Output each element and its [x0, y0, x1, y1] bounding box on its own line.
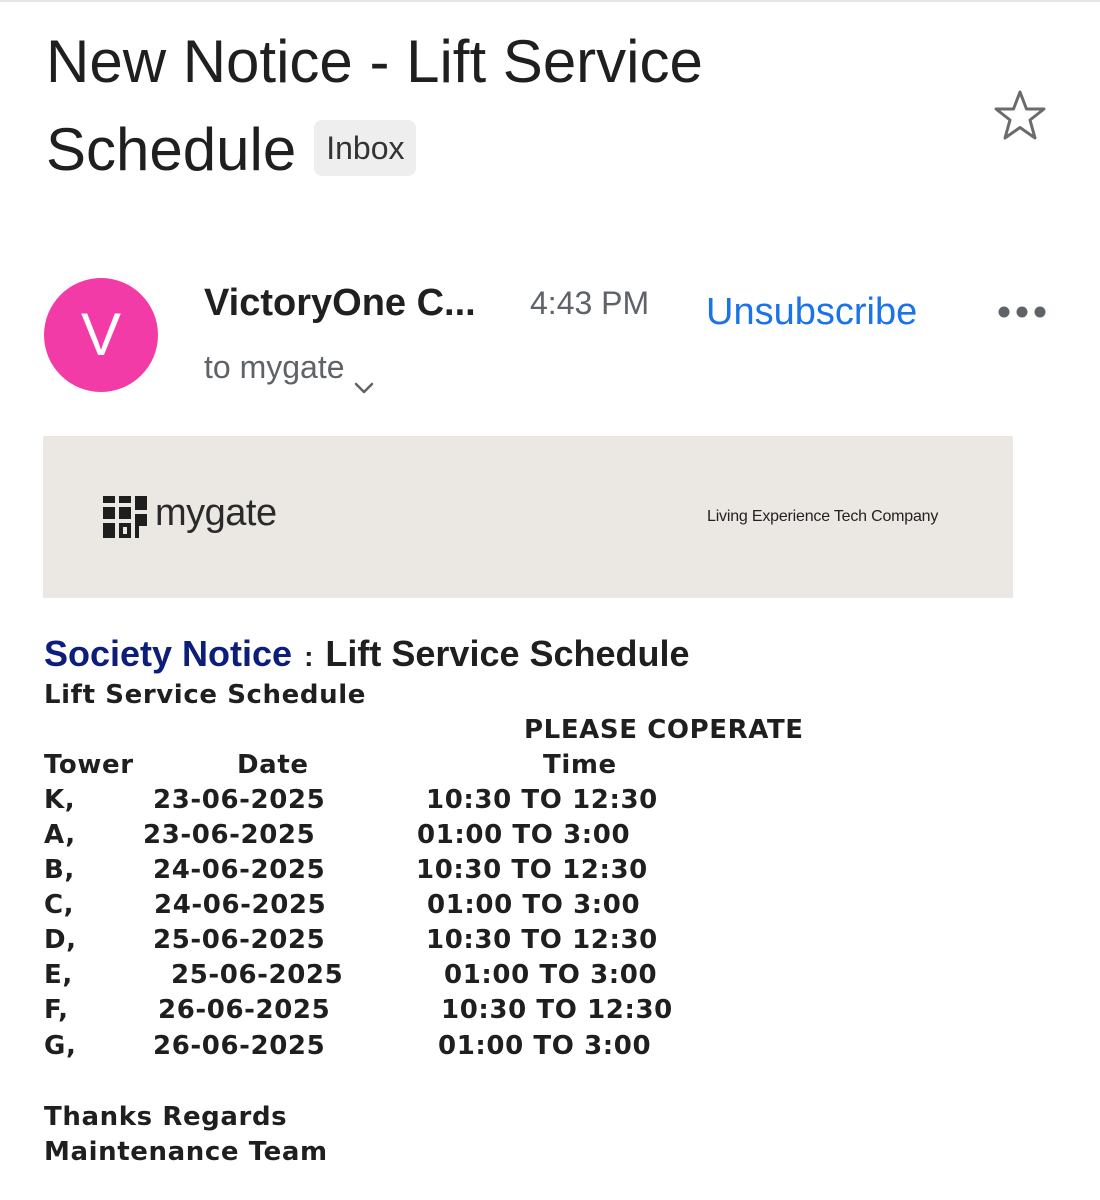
mygate-banner: [43, 436, 1013, 598]
mygate-logo-icon: [103, 496, 147, 538]
top-divider: [0, 0, 1100, 2]
row-date: 25-06-2025: [153, 925, 326, 955]
unsubscribe-link[interactable]: Unsubscribe: [706, 291, 918, 333]
star-icon[interactable]: [990, 88, 1050, 144]
row-time: 01:00 TO 3:00: [438, 1031, 652, 1061]
inbox-label-badge[interactable]: Inbox: [314, 120, 416, 176]
row-time: 10:30 TO 12:30: [426, 785, 658, 815]
row-tower: D,: [44, 925, 77, 955]
col-header-date: Date: [237, 750, 309, 780]
notice-subheading: Lift Service Schedule: [44, 680, 366, 710]
row-tower: G,: [44, 1031, 77, 1061]
row-tower: A,: [44, 820, 76, 850]
row-date: 25-06-2025: [171, 960, 344, 990]
sender-avatar[interactable]: [44, 278, 158, 392]
notice-heading: [44, 632, 690, 679]
row-tower: B,: [44, 855, 75, 885]
mygate-brand-text: mygate: [155, 492, 277, 534]
email-subject: [46, 18, 946, 194]
row-time: 01:00 TO 3:00: [444, 960, 658, 990]
row-time: 01:00 TO 3:00: [417, 820, 631, 850]
row-tower: K,: [44, 785, 76, 815]
banner-tagline: Living Experience Tech Company: [707, 508, 939, 525]
row-time: 01:00 TO 3:00: [427, 890, 641, 920]
row-date: 26-06-2025: [158, 995, 331, 1025]
signoff-line: Thanks Regards: [44, 1102, 288, 1132]
more-horizontal-icon[interactable]: [994, 300, 1050, 324]
cooperate-note: PLEASE COPERATE: [524, 715, 804, 745]
row-date: 26-06-2025: [153, 1031, 326, 1061]
chevron-down-icon: [353, 363, 375, 377]
notice-label: Society Notice: [44, 633, 293, 674]
row-time: 10:30 TO 12:30: [441, 995, 673, 1025]
row-date: 24-06-2025: [153, 855, 326, 885]
signoff-team: Maintenance Team: [44, 1137, 328, 1167]
avatar-letter: V: [80, 301, 122, 368]
sent-time: 4:43 PM: [530, 285, 650, 321]
col-header-time: Time: [543, 750, 617, 780]
row-tower: F,: [44, 995, 69, 1025]
col-header-tower: Tower: [44, 750, 134, 780]
recipients-text: to mygate: [204, 349, 345, 385]
row-tower: C,: [44, 890, 75, 920]
row-tower: E,: [44, 960, 73, 990]
sender-name[interactable]: VictoryOne C...: [204, 282, 476, 324]
subject-text: New Notice - Lift Service Schedule: [46, 28, 703, 183]
recipients-toggle[interactable]: [204, 346, 375, 388]
row-date: 23-06-2025: [143, 820, 316, 850]
row-time: 10:30 TO 12:30: [426, 925, 658, 955]
row-time: 10:30 TO 12:30: [416, 855, 648, 885]
row-date: 24-06-2025: [154, 890, 327, 920]
notice-separator: :: [304, 641, 314, 672]
notice-title: Lift Service Schedule: [325, 633, 690, 674]
row-date: 23-06-2025: [153, 785, 326, 815]
